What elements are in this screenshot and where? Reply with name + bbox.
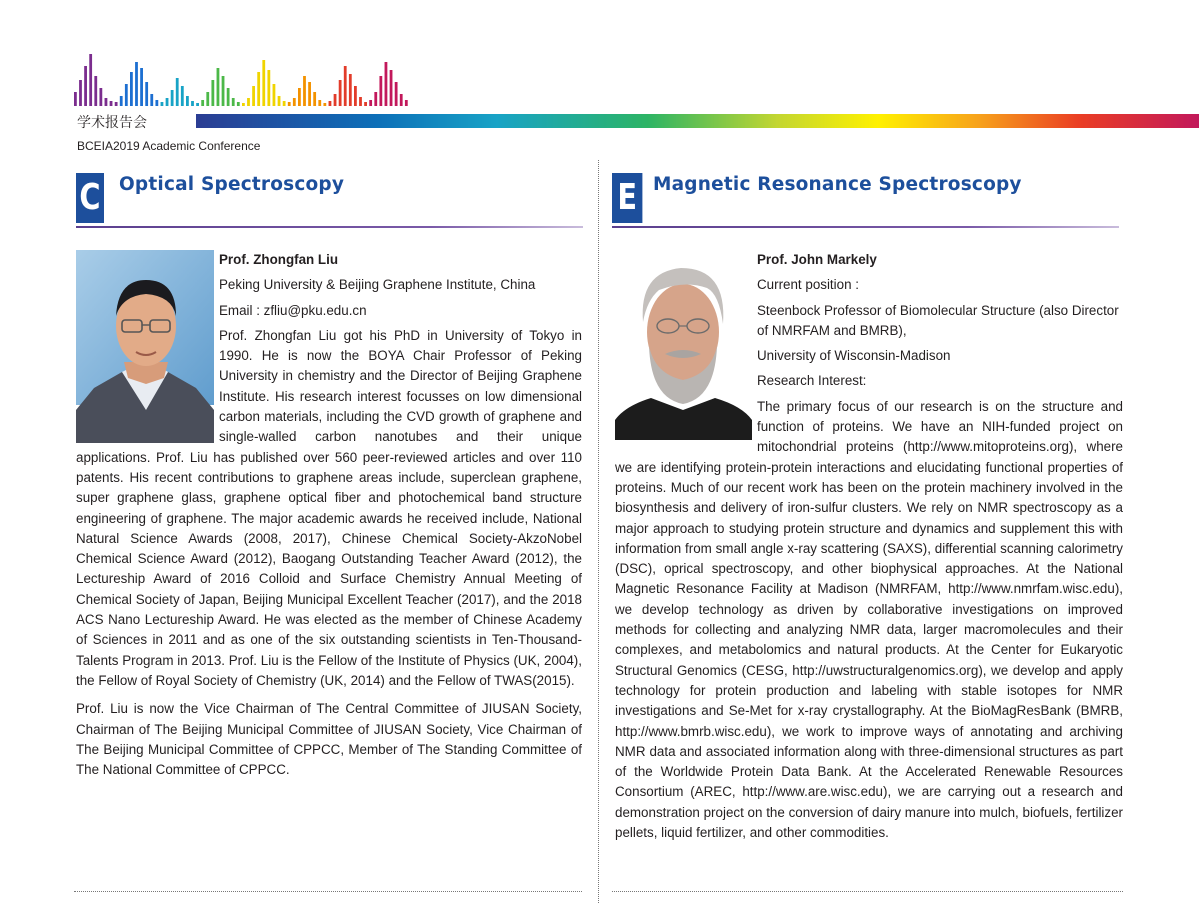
header-english-title: BCEIA2019 Academic Conference xyxy=(77,139,261,153)
logo-bar xyxy=(94,76,97,106)
section-header-optical xyxy=(76,173,583,229)
bottom-rule-right xyxy=(612,891,1123,892)
speaker-photo-markley xyxy=(615,250,752,440)
logo-bar xyxy=(155,100,158,106)
logo-bar xyxy=(247,98,250,106)
logo-bar xyxy=(89,54,92,106)
logo-bar xyxy=(201,100,204,106)
logo-bar xyxy=(120,96,123,106)
logo-bar xyxy=(166,98,169,106)
section-letter-badge: C xyxy=(76,173,104,223)
section-letter-badge: E xyxy=(612,173,642,223)
logo-bar xyxy=(283,101,286,106)
header-rainbow-bar xyxy=(196,114,1199,128)
logo-bar xyxy=(161,102,164,106)
logo-bar xyxy=(303,76,306,106)
logo-bar xyxy=(237,102,240,106)
logo-bar xyxy=(227,88,230,106)
logo-bar xyxy=(293,98,296,106)
logo-bar xyxy=(186,96,189,106)
section-header-magnetic xyxy=(612,173,1119,229)
section-underline xyxy=(612,226,1119,228)
logo-bar xyxy=(344,66,347,106)
logo-bar xyxy=(252,86,255,106)
logo-bar xyxy=(145,82,148,106)
logo-bar xyxy=(125,84,128,106)
logo-bar xyxy=(267,70,270,106)
logo-bar xyxy=(359,97,362,106)
speaker-email: Email : zfliu@pku.edu.cn xyxy=(219,302,367,318)
logo-bar xyxy=(395,82,398,106)
logo-bar xyxy=(99,88,102,106)
logo-bar xyxy=(339,80,342,106)
logo-bar xyxy=(242,103,245,106)
speaker-name: Prof. John Markely xyxy=(757,252,877,267)
bottom-rule-left xyxy=(74,891,582,892)
logo-bar xyxy=(278,96,281,106)
logo-bar xyxy=(140,68,143,106)
logo-bar xyxy=(374,92,377,106)
logo-bar xyxy=(273,84,276,106)
logo-bar xyxy=(150,94,153,106)
speaker-university: University of Wisconsin-Madison xyxy=(757,348,951,364)
logo-bar xyxy=(313,92,316,106)
logo-bar xyxy=(334,94,337,106)
logo-bar xyxy=(288,102,291,106)
speaker-interest-label: Research Interest: xyxy=(757,373,867,389)
logo-bar xyxy=(349,74,352,106)
column-divider xyxy=(598,160,599,903)
logo-bar xyxy=(206,92,209,106)
speaker-position: Steenbock Professor of Biomolecular Structure (also Director of NMRFAM and BMRB), xyxy=(757,302,1119,338)
logo-bar xyxy=(191,101,194,106)
logo-bar xyxy=(232,98,235,106)
speaker-bio-paragraph: Prof. Liu is now the Vice Chairman of The Central Committee of JIUSAN Society, Chairman of The Beijing Municipal Committee of JIUSAN Society, Vice Chairman of The Beijing Municipal Committee of CPPCC, Member of The Standing Committee of The National Committee of CPPCC. xyxy=(76,701,582,778)
speaker-article-liu xyxy=(76,250,582,780)
logo-bar xyxy=(308,82,311,106)
logo-bar xyxy=(105,98,108,106)
logo-bar xyxy=(115,102,118,106)
logo-bar xyxy=(400,94,403,106)
logo-bar xyxy=(110,101,113,106)
logo-bar xyxy=(329,101,332,106)
logo-bar xyxy=(318,100,321,106)
logo-bar xyxy=(354,86,357,106)
logo-bar xyxy=(217,68,220,106)
logo-bar xyxy=(379,76,382,106)
section-underline xyxy=(76,226,583,228)
section-title: Magnetic Resonance Spectroscopy xyxy=(653,174,1022,195)
logo-bar xyxy=(298,88,301,106)
logo-bar xyxy=(79,80,82,106)
header-sound-bars-logo xyxy=(74,48,410,108)
logo-bar xyxy=(211,80,214,106)
logo-bar xyxy=(74,92,77,106)
speaker-photo-liu xyxy=(76,250,214,443)
header-chinese-title: 学术报告会 xyxy=(77,115,147,131)
logo-bar xyxy=(369,100,372,106)
logo-bar xyxy=(130,72,133,106)
speaker-affiliation: Peking University & Beijing Graphene Institute, China xyxy=(219,277,536,293)
speaker-bio-paragraph: Prof. Zhongfan Liu got his PhD in University of Tokyo in 1990. He is now the BOYA Chair Professor of Peking University in chemistry and the Director of Beijing Graphene Institute. His research interest focusses on low dimensional carbon materials, including the CVD growth of graphene and single-walled carbon nanotubes and their unique applications. Prof. Liu has published over 560 peer-reviewed articles and over 110 patents. His recent contributions to graphene areas include, superclean graphene, super graphene glass, graphene optical fiber and photochemical band structure engineering of graphene. The major academic awards he received include, National Natural Science Awards (2008, 2017), Chinese Chemical Society-AkzoNobel Chemical Science Award (2012), Baogang Outstanding Teacher Award (2012), the Lectureship Award of 2016 Colloid and Surface Chemistry Annual Meeting of Chemical Society of Japan, Beijing Municipal Excellent Teacher (2017), and the 2018 ACS Nano Lectureship Award. He was elected as the member of Chinese Academy of Sciences in 2011 and as one of the six outstanding scientists in Ten-Thousand-Talents Program in 2013. Prof. Liu is the Fellow of the Institute of Physics (UK, 2004), the Fellow of Royal Society of Chemistry (UK, 2014) and the Fellow of TWAS(2015). xyxy=(76,327,582,688)
section-title: Optical Spectroscopy xyxy=(119,174,345,195)
logo-bar xyxy=(196,103,199,106)
logo-bar xyxy=(364,102,367,106)
logo-bar xyxy=(323,103,326,106)
logo-bar xyxy=(390,70,393,106)
logo-bar xyxy=(84,66,87,106)
logo-bar xyxy=(257,72,260,106)
speaker-research-paragraph: The primary focus of our research is on the structure and function of proteins. We have an NIH-funded project on mitochondrial proteins (http://www.mitoproteins.org), where we are identifying protein-protein interactions and elucidating functional properties of proteins. Much of our recent work has been on the protein machinery involved in the biosynthesis and delivery of iron-sulfur clusters. We rely on NMR spectroscopy as a major approach to studying protein structure and dynamics and supplement this with information from small angle x-ray scattering (SAXS), differential scanning calorimetry (DSC), oprical spectroscopy, and other biophysical approaches. At the National Magnetic Resonance Facility at Madison (NMRFAM, http://www.nmrfam.wisc.edu), we develop technology as driven by collaborative investigations on improved methods for collecting and analyzing NMR data, larger macromolecules and their complexes, and metabolomics and natural products. At the Center for Eukaryotic Structural Genomics (CESG, http://uwstructuralgenomics.org), we develop and apply technology for protein production and labeling with stable isotopes for NMR investigations and Se-Met for x-ray crystallography. At the BioMagResBank (BMRB, http://www.bmrb.wisc.edu), we work to improve ways of annotating and archiving NMR data and associated information along with three-dimensional structures as part of the Worldwide Protein Data Bank. At the Accelerated Renewable Resources Consortium (AREC, http://www.are.wisc.edu), we are carrying out a research and demonstration project on the conversion of dairy manure into mulch, biofuels, fertilizer pellets, liquid fertilizer, and other commodities. xyxy=(615,398,1123,841)
speaker-article-markley xyxy=(615,250,1123,843)
logo-bar xyxy=(222,76,225,106)
logo-bar xyxy=(385,62,388,106)
logo-bar xyxy=(176,78,179,106)
logo-bar xyxy=(405,100,408,106)
logo-bar xyxy=(262,60,265,106)
speaker-name: Prof. Zhongfan Liu xyxy=(219,252,339,267)
logo-bar xyxy=(135,62,138,106)
logo-bar xyxy=(181,86,184,106)
speaker-position-label: Current position : xyxy=(757,277,859,293)
logo-bar xyxy=(171,90,174,106)
